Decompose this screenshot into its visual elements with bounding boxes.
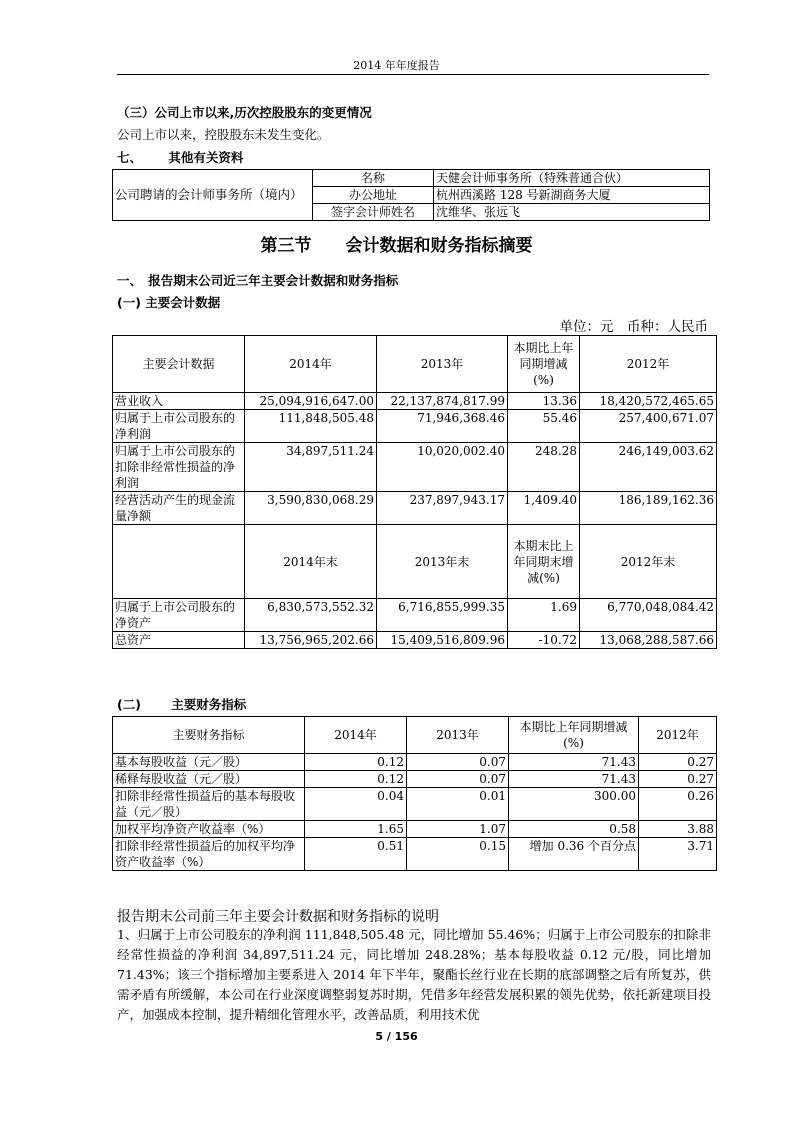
financial-indicator-table [112,716,717,871]
auditor-label: 公司聘请的会计师事务所（境内） [113,170,313,221]
table-row [113,771,717,788]
row-label: 经营活动产生的现金流量净额 [113,492,245,525]
row-label: 扣除非经常性损益后的加权平均净资产收益率（%） [113,838,305,871]
cell: 186,189,162.36 [580,492,717,525]
cell: 13,068,288,587.66 [580,632,717,649]
cell: 6,830,573,552.32 [245,599,377,632]
part-2-number: (二) [117,697,141,712]
col-header: 2012年末 [580,525,717,599]
cell: 0.27 [639,771,717,788]
auditor-table [112,169,710,221]
row-label: 归属于上市公司股东的净资产 [113,599,245,632]
cell: 0.12 [305,754,407,771]
cell: 237,897,943.17 [377,492,508,525]
row-label: 稀释每股收益（元／股） [113,771,305,788]
section-7-title: 其他有关资料 [168,150,244,165]
col-header: 2013年 [377,336,508,393]
col-header: 2013年末 [377,525,508,599]
table-row [113,754,717,771]
table-row [113,599,717,632]
cell: 增加 0.36 个百分点 [509,838,639,871]
row-label: 归属于上市公司股东的净利润 [113,410,245,443]
cell: 1.65 [305,821,407,838]
section-3-heading: （三）公司上市以来,历次控股股东的变更情况 [117,105,372,120]
part-1-heading: 一、 报告期末公司近三年主要会计数据和财务指标 [117,273,399,288]
cell: 1,409.40 [508,492,580,525]
cell: 71.43 [509,754,639,771]
col-header: 2013年 [407,717,509,754]
col-header: 本期比上年同期增减(%) [509,717,639,754]
cell: -10.72 [508,632,580,649]
cell: 0.04 [305,788,407,821]
section-3-text: 公司上市以来，控股股东未发生变化。 [117,127,330,142]
accounting-data-table [112,335,717,649]
auditor-value: 杭州西溪路 128 号新湖商务大厦 [434,187,710,204]
col-header [113,525,245,599]
auditor-value: 沈维华、张远飞 [434,204,710,221]
unit-note: 单位：元 币种：人民币 [559,319,708,335]
section-title: 第三节 会计数据和财务指标摘要 [260,236,533,256]
col-header: 本期比上年同期增减(%) [508,336,580,393]
cell: 0.01 [407,788,509,821]
cell: 111,848,505.48 [245,410,377,443]
part-2-heading [117,695,246,713]
cell: 3.71 [639,838,717,871]
cell: 34,897,511.24 [245,443,377,492]
cell: 0.27 [639,754,717,771]
col-header: 2014年 [245,336,377,393]
row-label: 加权平均净资产收益率（%） [113,821,305,838]
cell: 71,946,368.46 [377,410,508,443]
row-label: 归属于上市公司股东的扣除非经常性损益的净利润 [113,443,245,492]
auditor-key: 办公地址 [313,187,434,204]
cell: 15,409,516,809.96 [377,632,508,649]
cell: 10,020,002.40 [377,443,508,492]
row-label: 扣除非经常性损益后的基本每股收益（元／股） [113,788,305,821]
cell: 0.58 [509,821,639,838]
cell: 22,137,874,817.99 [377,393,508,410]
cell: 0.07 [407,771,509,788]
cell: 3.88 [639,821,717,838]
cell: 3,590,830,068.29 [245,492,377,525]
cell: 0.07 [407,754,509,771]
col-header: 主要会计数据 [113,336,245,393]
col-header: 2014年末 [245,525,377,599]
row-label: 总资产 [113,632,245,649]
table-row [113,393,717,410]
cell: 1.07 [407,821,509,838]
auditor-value: 天健会计师事务所（特殊普通合伙） [434,170,710,187]
part-2-title: 主要财务指标 [171,697,247,712]
cell: 300.00 [509,788,639,821]
table-row [113,632,717,649]
row-label: 营业收入 [113,393,245,410]
table-row [113,492,717,525]
col-header: 2012年 [639,717,717,754]
page-header: 2014 年年度报告 [353,59,440,72]
row-label: 基本每股收益（元／股） [113,754,305,771]
col-header: 主要财务指标 [113,717,305,754]
cell: 13,756,965,202.66 [245,632,377,649]
cell: 246,149,003.62 [580,443,717,492]
cell: 0.26 [639,788,717,821]
cell: 0.15 [407,838,509,871]
table-row [113,410,717,443]
cell: 18,420,572,465.65 [580,393,717,410]
col-header: 2014年 [305,717,407,754]
cell: 25,094,916,647.00 [245,393,377,410]
auditor-key: 签字会计师姓名 [313,204,434,221]
table-row [113,838,717,871]
cell: 55.46 [508,410,580,443]
cell: 6,716,855,999.35 [377,599,508,632]
table-row [113,821,717,838]
section-7-number: 七、 [117,150,143,165]
cell: 257,400,671.07 [580,410,717,443]
cell: 13.36 [508,393,580,410]
col-header: 本期末比上年同期末增减(%) [508,525,580,599]
cell: 0.12 [305,771,407,788]
section-7-heading [117,148,243,166]
part-1-subheading: (一) 主要会计数据 [117,295,221,310]
header-rule [117,74,709,75]
cell: 0.51 [305,838,407,871]
col-header: 2012年 [580,336,717,393]
page-number: 5 / 156 [375,1030,418,1043]
table-row [113,788,717,821]
cell: 71.43 [509,771,639,788]
table-row [113,443,717,492]
explanation-title: 报告期末公司前三年主要会计数据和财务指标的说明 [117,909,439,925]
cell: 248.28 [508,443,580,492]
explanation-body: 1、归属于上市公司股东的净利润 111,848,505.48 元，同比增加 55.46%；归属于上市公司股东的扣除非经常性损益的净利润 34,897,511.24 元，同比增加 248.28%；基本每股收益 0.12 元/股，同比增加 71.43%；该三个指标增加主要系进入 2014 年下半年，聚酯长丝行业在长期的底部调整之后有所复苏，供需矛盾有所缓解，本公司在行业深度调整弱复苏时期，凭借多年经营发展积累的领先优势，依托新建项目投产，加强成本控制，提升精细化管理水平，改善品质，利用技术优 [117,927,711,1022]
cell: 6,770,048,084.42 [580,599,717,632]
auditor-key: 名称 [313,170,434,187]
cell: 1.69 [508,599,580,632]
